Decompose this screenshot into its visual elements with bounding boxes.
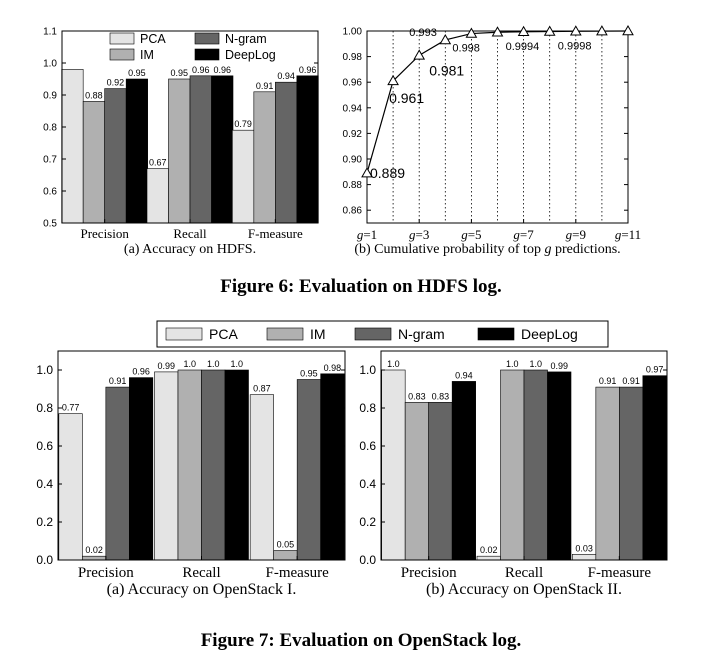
y-tick-label: 1.0 <box>359 363 376 378</box>
bar-deeplog-fmeasure <box>321 374 345 560</box>
bar-deeplog-recall <box>212 76 234 223</box>
bar-im-precision <box>83 101 105 223</box>
bar-value-label: 0.05 <box>276 539 295 550</box>
bar-deeplog-precision <box>452 381 476 560</box>
bar-im-precision <box>82 556 106 560</box>
x-tick-label: F-measure <box>265 565 329 581</box>
figure6-caption: Figure 6: Evaluation on HDFS log. <box>220 276 502 297</box>
legend-label: DeepLog <box>521 326 578 342</box>
y-tick-label: 1.0 <box>36 363 53 378</box>
bar-value-label: 0.87 <box>253 383 271 394</box>
bar-deeplog-recall <box>548 372 572 560</box>
chart-hdfs-accuracy <box>43 27 318 258</box>
bar-ngram-recall <box>190 76 212 223</box>
figure7-caption: Figure 7: Evaluation on OpenStack log. <box>200 630 522 651</box>
chart-caption: (b) Accuracy on OpenStack II. <box>426 581 622 598</box>
y-tick-label: 0.4 <box>36 477 53 492</box>
bar-value-label: 0.02 <box>85 545 103 556</box>
y-tick-label: 0.98 <box>342 52 362 64</box>
bar-value-label: 0.91 <box>255 80 274 91</box>
y-tick-label: 1.00 <box>342 26 362 38</box>
x-tick-label: g=7 <box>513 227 534 242</box>
bar-ngram-fmeasure <box>275 82 297 223</box>
chart-caption: (a) Accuracy on OpenStack I. <box>106 581 297 598</box>
legend-swatch <box>166 328 202 340</box>
data-point-label: 0.9998 <box>557 40 592 53</box>
bar-ngram-recall <box>202 370 226 560</box>
bar-value-label: 1.0 <box>505 359 519 369</box>
y-tick-label: 0.2 <box>359 515 376 530</box>
y-tick-label: 0.0 <box>36 553 53 568</box>
y-tick-label: 1.0 <box>43 58 57 70</box>
y-tick-label: 0.0 <box>359 553 376 568</box>
bar-value-label: 0.83 <box>431 391 450 402</box>
bar-value-label: 0.96 <box>132 366 150 377</box>
y-tick-label: 0.2 <box>36 515 53 530</box>
y-tick-label: 0.6 <box>43 186 57 198</box>
x-tick-label: Precision <box>77 565 134 581</box>
bar-deeplog-recall <box>225 370 249 560</box>
data-point-label: 0.961 <box>389 89 425 106</box>
bar-deeplog-fmeasure <box>297 76 319 223</box>
bar-pca-precision <box>62 69 84 223</box>
y-tick-label: 0.86 <box>342 205 362 217</box>
data-point-label: 0.981 <box>429 62 465 79</box>
bar-im-fmeasure <box>254 92 275 223</box>
bar-deeplog-fmeasure <box>643 376 667 560</box>
bar-value-label: 1.0 <box>387 359 400 369</box>
bar-value-label: 0.77 <box>61 402 80 413</box>
x-tick-label: g=5 <box>461 227 482 242</box>
bar-deeplog-precision <box>126 79 147 223</box>
y-tick-label: 0.92 <box>342 128 362 140</box>
x-tick-label: g=1 <box>356 227 378 242</box>
bar-im-recall <box>501 370 525 560</box>
bar-value-label: 0.97 <box>645 364 664 375</box>
bar-value-label: 0.92 <box>106 77 125 88</box>
x-tick-label: Precision <box>400 565 457 581</box>
bar-ngram-fmeasure <box>619 387 643 560</box>
data-point-label: 0.993 <box>409 26 437 39</box>
legend-swatch <box>478 328 514 340</box>
bar-value-label: 0.67 <box>148 157 167 168</box>
bar-value-label: 0.94 <box>455 370 473 381</box>
y-tick-label: 0.4 <box>359 477 376 492</box>
bar-ngram-precision <box>105 89 127 223</box>
x-tick-label: Recall <box>504 565 544 581</box>
bar-value-label: 0.95 <box>128 68 146 78</box>
figure7-legend <box>157 321 608 347</box>
x-tick-label: Recall <box>173 226 207 241</box>
bar-value-label: 0.91 <box>622 376 640 387</box>
y-tick-label: 0.94 <box>342 103 362 115</box>
bar-ngram-fmeasure <box>297 380 321 561</box>
data-point-marker <box>414 50 424 59</box>
legend-label: PCA <box>140 32 166 46</box>
bar-value-label: 0.99 <box>157 360 176 371</box>
chart-caption: (b) Cumulative probability of top g predictions. <box>354 242 621 257</box>
x-tick-label: g=3 <box>409 227 430 242</box>
data-point-marker <box>623 26 633 35</box>
legend-swatch <box>355 328 391 340</box>
bar-im-fmeasure <box>274 551 298 561</box>
y-tick-label: 0.96 <box>342 77 362 89</box>
bar-value-label: 0.83 <box>408 391 426 402</box>
bar-ngram-recall <box>524 370 548 560</box>
bar-value-label: 0.98 <box>323 362 342 373</box>
bar-pca-precision <box>382 370 406 560</box>
legend-label: N-gram <box>398 326 445 342</box>
y-tick-label: 0.5 <box>43 218 57 230</box>
bar-value-label: 0.95 <box>170 68 189 78</box>
bar-im-fmeasure <box>596 387 620 560</box>
data-point-label: 0.889 <box>370 165 406 182</box>
bar-pca-fmeasure <box>572 554 596 560</box>
x-tick-label: F-measure <box>587 565 651 581</box>
bar-pca-recall <box>477 556 501 560</box>
x-tick-label: g=11 <box>614 227 642 242</box>
chart-hdfs-topg <box>343 26 642 257</box>
y-tick-label: 0.8 <box>359 401 376 416</box>
bar-value-label: 0.79 <box>234 119 252 130</box>
x-tick-label: Precision <box>80 226 129 241</box>
bar-value-label: 1.0 <box>230 359 244 369</box>
y-tick-label: 0.7 <box>43 154 57 166</box>
bar-value-label: 0.94 <box>277 71 295 82</box>
data-point-label: 0.9994 <box>505 40 540 53</box>
bar-ngram-precision <box>106 387 130 560</box>
bar-value-label: 0.88 <box>85 90 103 101</box>
bar-pca-fmeasure <box>232 130 254 223</box>
bar-im-recall <box>169 79 191 223</box>
chart-caption: (a) Accuracy on HDFS. <box>123 242 257 257</box>
legend-label: IM <box>140 48 154 62</box>
bar-ngram-precision <box>429 402 453 560</box>
y-tick-label: 0.8 <box>36 401 53 416</box>
legend-swatch <box>195 33 219 44</box>
y-tick-label: 0.8 <box>43 122 57 134</box>
bar-pca-recall <box>147 169 169 223</box>
bar-pca-recall <box>155 372 179 560</box>
x-tick-label: F-measure <box>247 226 303 241</box>
bar-value-label: 0.99 <box>550 360 569 371</box>
bar-value-label: 1.0 <box>183 359 197 369</box>
legend-swatch <box>110 33 134 44</box>
chart-openstack-2 <box>359 351 667 598</box>
bar-im-recall <box>178 370 202 560</box>
legend-label: DeepLog <box>225 48 276 62</box>
bar-value-label: 0.96 <box>213 64 232 75</box>
bar-value-label: 0.95 <box>300 368 318 379</box>
legend-label: N-gram <box>225 32 267 46</box>
bar-deeplog-precision <box>129 378 153 560</box>
bar-pca-fmeasure <box>250 395 274 560</box>
bar-pca-precision <box>59 414 82 560</box>
bar-value-label: 0.91 <box>598 376 617 387</box>
bar-value-label: 0.96 <box>191 64 210 75</box>
data-point-label: 0.998 <box>452 42 480 55</box>
chart-openstack-1 <box>36 351 345 598</box>
x-tick-label: g=9 <box>565 227 586 242</box>
legend-label: PCA <box>209 326 238 342</box>
bar-im-precision <box>405 402 429 560</box>
legend-swatch <box>110 49 134 60</box>
bar-value-label: 1.0 <box>529 359 543 369</box>
bar-value-label: 0.02 <box>479 545 498 556</box>
bar-value-label: 0.03 <box>575 543 593 554</box>
legend-swatch <box>195 49 219 60</box>
y-tick-label: 1.1 <box>43 26 57 38</box>
y-tick-label: 0.90 <box>342 154 362 166</box>
bar-value-label: 0.91 <box>108 376 127 387</box>
x-tick-label: Recall <box>182 565 221 581</box>
y-tick-label: 0.9 <box>43 90 57 102</box>
y-tick-label: 0.88 <box>342 180 362 192</box>
y-tick-label: 0.6 <box>359 439 376 454</box>
legend-swatch <box>267 328 303 340</box>
bar-value-label: 1.0 <box>206 359 220 369</box>
bar-value-label: 0.96 <box>298 64 317 75</box>
y-tick-label: 0.6 <box>36 439 53 454</box>
legend-label: IM <box>310 326 326 342</box>
